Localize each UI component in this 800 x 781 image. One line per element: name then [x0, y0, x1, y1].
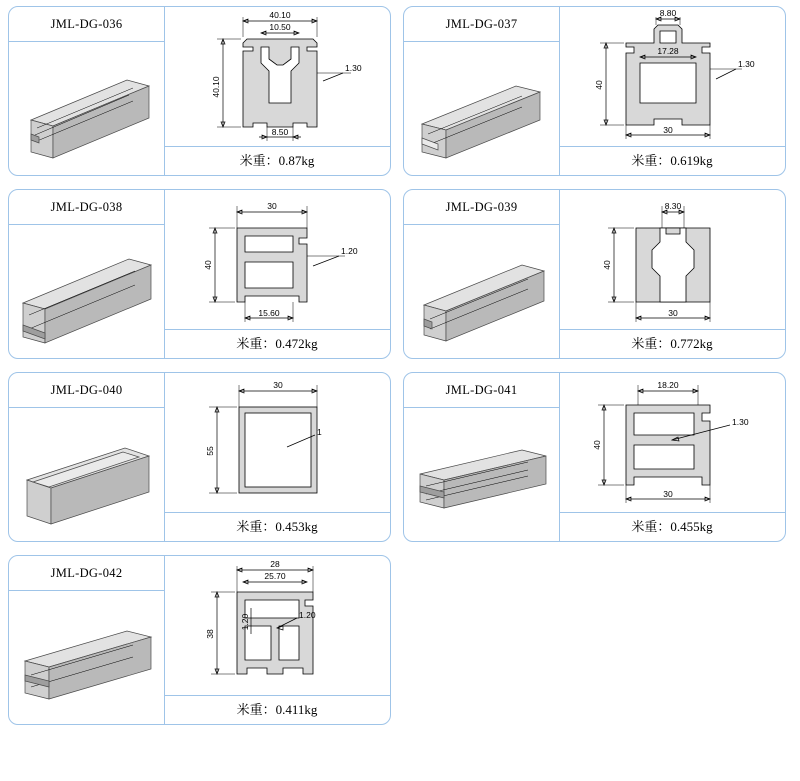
dim-left: 40 — [592, 440, 602, 450]
dim-right: 1.30 — [732, 417, 749, 427]
dim-right: 1.20 — [341, 246, 358, 256]
product-weight: 米重：0.619kg — [631, 153, 713, 168]
dim-bottom: 30 — [668, 308, 678, 318]
dim-left: 40 — [203, 260, 213, 270]
product-card-jml-dg-039[interactable] — [403, 189, 786, 359]
product-code: JML-DG-039 — [404, 190, 559, 225]
dim-top: 30 — [273, 380, 283, 390]
dim-inner: 17.28 — [657, 46, 679, 56]
product-card-jml-dg-038[interactable] — [8, 189, 391, 359]
catalog-row — [0, 189, 800, 359]
dim-bottom: 30 — [663, 489, 673, 499]
dim-left: 38 — [205, 629, 215, 639]
dim-top: 30 — [267, 201, 277, 211]
dim-right: 1.20 — [299, 610, 316, 620]
product-card-jml-dg-042[interactable] — [8, 555, 391, 725]
catalog-row — [0, 372, 800, 542]
product-card-jml-dg-037[interactable] — [403, 6, 786, 176]
product-photo — [9, 591, 163, 724]
catalog-row — [0, 555, 800, 725]
dim-inner: 1.20 — [240, 613, 250, 631]
catalog-row — [0, 6, 800, 176]
product-weight: 米重：0.87kg — [239, 153, 315, 168]
product-code: JML-DG-042 — [9, 556, 164, 591]
product-code: JML-DG-037 — [404, 7, 559, 42]
dim-top: 40.10 — [269, 10, 291, 20]
empty-slot — [403, 555, 786, 725]
product-code: JML-DG-036 — [9, 7, 164, 42]
dim-bottom: 8.50 — [271, 127, 289, 137]
dim-top: 28 — [270, 559, 280, 569]
product-drawing — [560, 190, 785, 330]
dim-top: 18.20 — [657, 380, 679, 390]
product-code: JML-DG-041 — [404, 373, 559, 408]
dim-bottom: 15.60 — [258, 308, 280, 318]
product-photo — [404, 42, 558, 175]
dim-left: 55 — [205, 446, 215, 456]
product-weight: 米重：0.453kg — [236, 519, 318, 534]
dim-top-inner: 25.70 — [264, 571, 286, 581]
product-photo — [9, 42, 163, 175]
product-code: JML-DG-040 — [9, 373, 164, 408]
dim-bottom: 30 — [663, 125, 673, 135]
dim-left: 40 — [602, 260, 612, 270]
dim-inner-top: 10.50 — [269, 22, 291, 32]
product-drawing — [165, 373, 390, 513]
product-drawing — [165, 7, 390, 147]
product-photo — [404, 408, 558, 541]
product-photo — [404, 225, 558, 358]
product-drawing — [560, 373, 785, 513]
dim-left: 40.10 — [211, 76, 221, 98]
dim-top: 8.30 — [664, 201, 682, 211]
product-card-jml-dg-041[interactable] — [403, 372, 786, 542]
product-weight: 米重：0.772kg — [631, 336, 713, 351]
product-drawing — [165, 190, 390, 330]
dim-left: 40 — [594, 80, 604, 90]
product-weight: 米重：0.455kg — [631, 519, 713, 534]
dim-top: 8.80 — [659, 8, 677, 18]
product-weight: 米重：0.472kg — [236, 336, 318, 351]
product-photo — [9, 225, 163, 358]
product-code: JML-DG-038 — [9, 190, 164, 225]
dim-right: 1.30 — [345, 63, 362, 73]
dim-right: 1.30 — [738, 59, 755, 69]
product-drawing — [165, 556, 390, 696]
product-photo — [9, 408, 163, 541]
dim-right: 1 — [317, 427, 322, 437]
product-card-jml-dg-036[interactable] — [8, 6, 391, 176]
product-card-jml-dg-040[interactable] — [8, 372, 391, 542]
product-drawing — [560, 7, 785, 147]
product-weight: 米重：0.411kg — [236, 702, 318, 717]
